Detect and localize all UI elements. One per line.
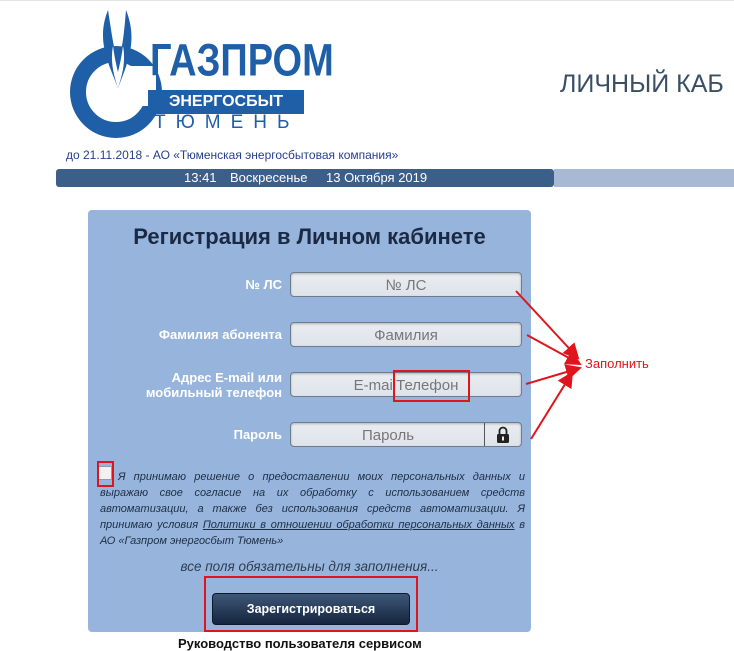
logo-word-energosbyt: ЭНЕРГОСБЫТ (148, 90, 304, 114)
company-note: до 21.11.2018 - АО «Тюменская энергосбытовая компания» (66, 148, 399, 162)
privacy-policy-link[interactable]: Политики в отношении обработки персональных данных (202, 519, 515, 531)
surname-placeholder: Фамилия (374, 327, 438, 344)
clock-time: 13:41 (184, 170, 217, 185)
arrow-to-account (516, 291, 578, 358)
surname-label: Фамилия абонента (158, 327, 282, 342)
email-placeholder: E-mail (353, 377, 397, 394)
logo-word-tyumen: ТЮМЕНЬ (154, 112, 300, 133)
current-date: 13 Октября 2019 (326, 170, 428, 185)
contact-label-line1: Адрес E-mail или (171, 370, 282, 385)
required-fields-note: все поля обязательны для заполнения... (180, 559, 439, 574)
arrow-to-surname (527, 335, 580, 364)
consent-text-end: в АО «Газпром энергосбыт Тюмень» (100, 519, 525, 547)
fill-in-annotation: Заполнить (585, 356, 649, 371)
arrow-to-password (531, 373, 572, 439)
phone-placeholder: Телефон (396, 377, 459, 394)
register-button[interactable]: Зарегистрироваться (212, 593, 410, 625)
registration-title: Регистрация в Личном кабинете (133, 224, 486, 249)
page-title: ЛИЧНЫЙ КАБ (560, 70, 724, 98)
logo-word-gazprom: ГАЗПРОМ (150, 36, 334, 87)
account-placeholder: № ЛС (385, 277, 427, 294)
password-placeholder: Пароль (361, 427, 415, 444)
password-label: Пароль (233, 427, 282, 442)
weekday: Воскресенье (230, 170, 308, 185)
contact-label-line2: мобильный телефон (145, 385, 282, 400)
consent-text-main: Я принимаю решение о предоставлении моих персональных данных и выражаю свое согласие на их обработку с использованием средств автоматизации, а также без использования средств автоматизации. Я принимаю условия (100, 471, 525, 531)
arrow-to-contact (526, 368, 580, 384)
user-guide-link[interactable]: Руководство пользователя сервисом (178, 636, 422, 651)
account-label: № ЛС (245, 277, 282, 292)
